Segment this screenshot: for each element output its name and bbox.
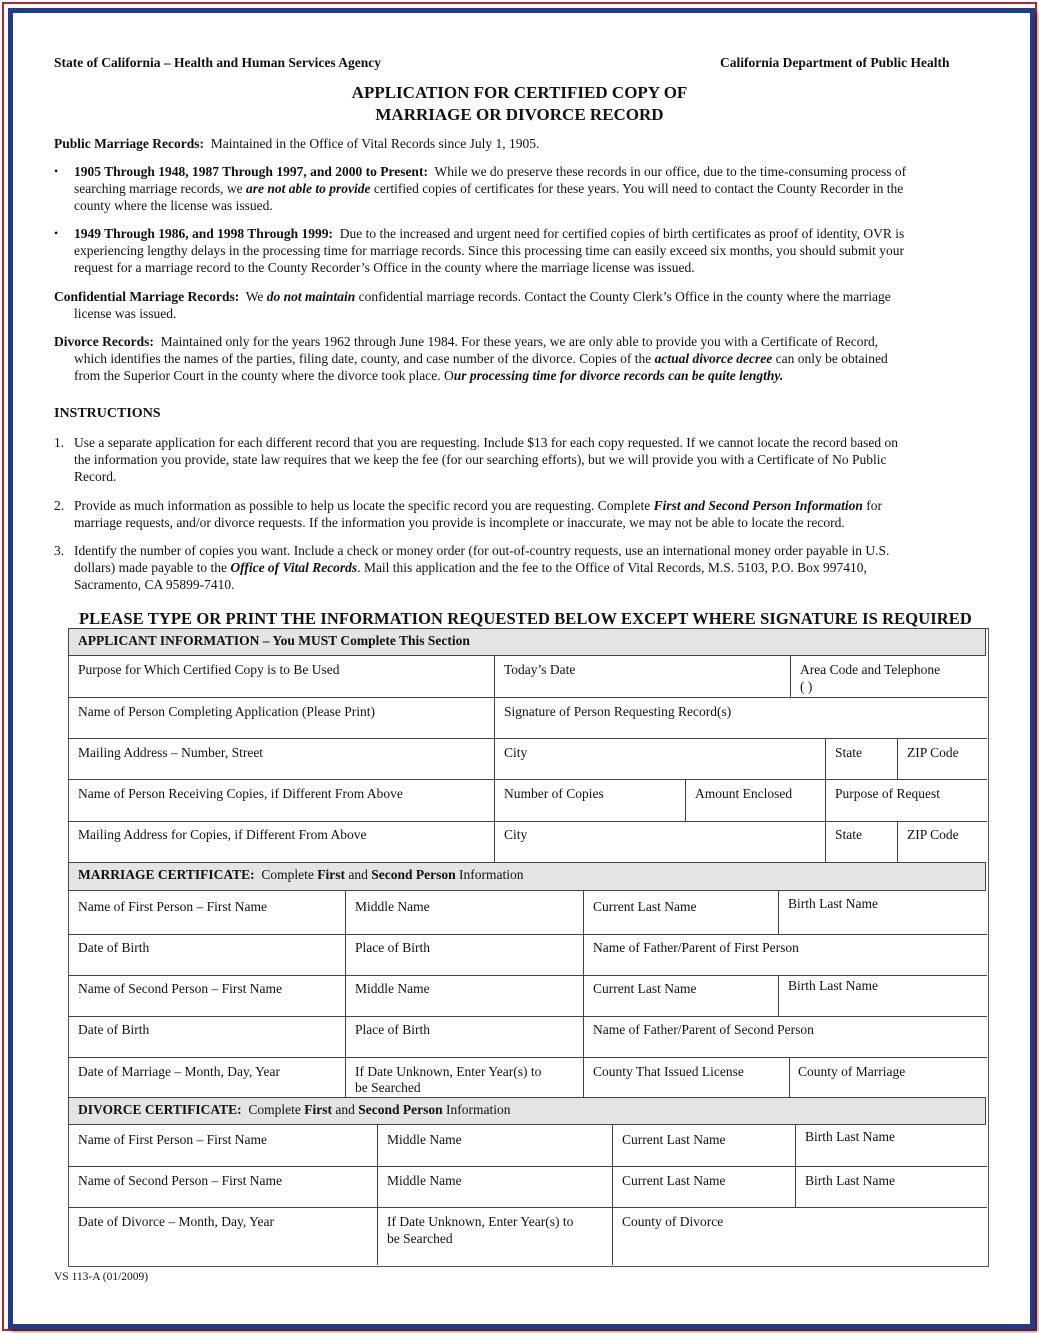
signature-field[interactable]: Signature of Person Requesting Record(s) — [504, 704, 732, 719]
zip-field[interactable]: ZIP Code — [907, 745, 959, 760]
divider — [825, 738, 826, 862]
marriage-section-header — [68, 862, 986, 891]
public-records — [54, 135, 539, 152]
county-of-divorce-field[interactable]: County of Divorce — [622, 1214, 724, 1229]
bullet1-text2a: searching marriage records, we — [74, 181, 243, 196]
divorce-records-line2 — [74, 350, 888, 367]
confidential-label: Confidential Marriage Records: — [54, 289, 240, 304]
divorce-section-header — [68, 1097, 986, 1125]
divorce-heading-title: DIVORCE CERTIFICATE: — [78, 1102, 242, 1117]
city2-field[interactable]: City — [504, 827, 528, 842]
divorce-records-emphasis: actual divorce decree — [654, 351, 773, 366]
divorce-heading — [78, 1102, 511, 1118]
marriage-heading-first: First — [317, 867, 346, 882]
date-of-divorce-field[interactable]: Date of Divorce – Month, Day, Year — [78, 1214, 274, 1229]
divider — [778, 975, 779, 1016]
divider — [494, 656, 495, 862]
number-of-copies-field[interactable]: Number of Copies — [504, 786, 604, 801]
header-department: California Department of Public Health — [720, 55, 950, 70]
instruction-1-line1: Use a separate application for each different record that you are requesting. Include $13 for each copy requested. If we cannot locate the record based on — [74, 435, 899, 450]
marriage-unknown-year-line2: be Searched — [355, 1080, 421, 1095]
divorce-records-text2b: can only be obtained — [775, 351, 888, 366]
divider — [897, 738, 898, 779]
divider — [897, 821, 898, 862]
divorce-records-text1: Maintained only for the years 1962 through June 1984. For these years, we are only able to provide you with a Certificate of Record, — [160, 334, 879, 349]
divider — [612, 1125, 613, 1265]
county-of-marriage-field[interactable]: County of Marriage — [798, 1064, 906, 1079]
instruction-1-line3: Record. — [74, 469, 117, 484]
bullet1-text2b: certified copies of certificates for these years. You will need to contact the County Recorder in the — [373, 181, 904, 196]
divider — [790, 656, 791, 697]
instruction-1-number: 1. — [54, 435, 65, 450]
instruction-1-line2: the information you provide, state law requires that we keep the fee (for our searching efforts), but we will provide you with a Certificate of No Public — [74, 452, 887, 467]
bullet1-line3: county where the license was issued. — [74, 198, 273, 213]
instruction-2-text1b: for — [866, 498, 883, 513]
divorce-current-last2-field[interactable]: Current Last Name — [622, 1173, 726, 1188]
marriage-first-name-field[interactable]: Name of First Person – First Name — [78, 899, 267, 914]
divorce-records-emphasis2: ur processing time for divorce records can be quite lengthy. — [453, 368, 784, 383]
divider — [68, 779, 987, 780]
marriage-current-last2-field[interactable]: Current Last Name — [593, 981, 697, 996]
divider — [377, 1125, 378, 1265]
date-of-marriage-field[interactable]: Date of Marriage – Month, Day, Year — [78, 1064, 280, 1079]
divorce-unknown-year-line2: be Searched — [387, 1231, 453, 1246]
page-title-line1: APPLICATION FOR CERTIFIED COPY OF — [351, 83, 688, 102]
divider — [68, 975, 987, 976]
bullet2-label: 1949 Through 1986, and 1998 Through 1999: — [74, 226, 333, 241]
marriage-current-last-field[interactable]: Current Last Name — [593, 899, 697, 914]
telephone-field[interactable]: Area Code and Telephone — [800, 662, 941, 677]
divider — [68, 738, 987, 739]
divider — [68, 1207, 987, 1208]
mailing-copies-field[interactable]: Mailing Address for Copies, if Different From Above — [78, 827, 367, 842]
bullet2-text1: Due to the increased and urgent need for certified copies of birth certificates as proof of identity, OVR is — [339, 226, 905, 241]
instruction-2-line2: marriage requests, and/or divorce requests. If the information you provide is incomplete or inaccurate, we may not be able to locate the record. — [74, 515, 845, 530]
bullet1-text1: While we do preserve these records in our office, due to the time-consuming process of — [434, 164, 907, 179]
todays-date-field[interactable]: Today’s Date — [504, 662, 576, 677]
divorce-birth-last2-field[interactable]: Birth Last Name — [805, 1173, 895, 1188]
bullet-dot-2: • — [54, 226, 59, 240]
divider — [789, 1057, 790, 1097]
divorce-middle2-field[interactable]: Middle Name — [387, 1173, 462, 1188]
divorce-birth-last-field[interactable]: Birth Last Name — [805, 1129, 895, 1144]
public-records-text: Maintained in the Office of Vital Records since July 1, 1905. — [210, 136, 540, 151]
applicant-section-header — [68, 628, 986, 656]
marriage-heading-info: Information — [459, 867, 524, 882]
divider — [68, 697, 987, 698]
instruction-3-line3: Sacramento, CA 95899-7410. — [74, 577, 235, 592]
divider — [68, 1166, 987, 1167]
divider — [68, 934, 987, 935]
bullet1-emphasis: are not able to provide — [246, 181, 371, 196]
form-number: VS 113-A (01/2009) — [54, 1271, 149, 1283]
city-field[interactable]: City — [504, 745, 528, 760]
instruction-2-text1a: Provide as much information as possible to help us locate the specific record you are requesting. Complete — [74, 498, 651, 513]
area-code-parentheses: ( ) — [800, 679, 813, 694]
bullet1-line2 — [74, 180, 903, 197]
marriage-second-name-field[interactable]: Name of Second Person – First Name — [78, 981, 282, 996]
marriage-father-second-field[interactable]: Name of Father/Parent of Second Person — [593, 1022, 814, 1037]
instruction-3-line2 — [74, 559, 867, 576]
instruction-3-number: 3. — [54, 543, 65, 558]
divorce-heading-info: Information — [446, 1102, 511, 1117]
divorce-second-name-field[interactable]: Name of Second Person – First Name — [78, 1173, 282, 1188]
confidential-text1b: confidential marriage records. Contact the County Clerk’s Office in the county where the marriage — [358, 289, 891, 304]
marriage-middle-name-field[interactable]: Middle Name — [355, 899, 430, 914]
marriage-pob2-field[interactable]: Place of Birth — [355, 1022, 430, 1037]
bullet2-line1 — [74, 225, 904, 242]
applicant-heading: APPLICANT INFORMATION – You MUST Complete This Section — [78, 633, 470, 648]
form-page — [16, 16, 1023, 1316]
instruction-2-number: 2. — [54, 498, 65, 513]
marriage-heading-and: and — [348, 867, 368, 882]
divorce-records-label: Divorce Records: — [54, 334, 154, 349]
divider — [68, 821, 987, 822]
divider — [68, 1016, 987, 1017]
divorce-heading-and: and — [335, 1102, 355, 1117]
bullet2-line3: request for a marriage record to the County Recorder’s Office in the county where the marriage license was issued. — [74, 260, 695, 275]
instructions-heading: INSTRUCTIONS — [54, 406, 161, 421]
header-agency: State of California – Health and Human Services Agency — [54, 55, 381, 70]
purpose-field[interactable]: Purpose for Which Certified Copy is to Be Used — [78, 662, 340, 677]
receiving-person-field[interactable]: Name of Person Receiving Copies, if Different From Above — [78, 786, 403, 801]
divorce-records-line3 — [74, 367, 783, 384]
public-records-label: Public Marriage Records: — [54, 136, 204, 151]
divorce-heading-first: First — [304, 1102, 333, 1117]
divorce-records-text3a: from the Superior Court in the county where the divorce took place. O — [74, 368, 454, 383]
please-type-notice: PLEASE TYPE OR PRINT THE INFORMATION REQUESTED BELOW EXCEPT WHERE SIGNATURE IS REQUIRED — [79, 609, 972, 628]
instruction-2-line1 — [74, 497, 882, 514]
divorce-records-line1 — [54, 333, 878, 350]
divorce-first-name-field[interactable]: Name of First Person – First Name — [78, 1132, 267, 1147]
state2-field[interactable]: State — [835, 827, 862, 842]
instruction-3-emphasis: Office of Vital Records — [230, 560, 358, 575]
marriage-heading-second: Second Person — [371, 867, 456, 882]
marriage-birth-last2-field[interactable]: Birth Last Name — [788, 978, 878, 993]
mailing-address-field[interactable]: Mailing Address – Number, Street — [78, 745, 264, 760]
divorce-unknown-year-field[interactable]: If Date Unknown, Enter Year(s) to — [387, 1214, 574, 1229]
divider — [795, 1125, 796, 1207]
name-completing-field[interactable]: Name of Person Completing Application (Please Print) — [78, 704, 375, 719]
divorce-records-text2a: which identifies the names of the parties, filing date, county, and case number of the divorce. Copies of the — [74, 351, 652, 366]
confidential-line1 — [54, 288, 891, 305]
divider — [778, 891, 779, 934]
state-field[interactable]: State — [835, 745, 862, 760]
marriage-heading — [78, 867, 524, 883]
confidential-text1a: We — [245, 289, 264, 304]
divorce-middle-name-field[interactable]: Middle Name — [387, 1132, 462, 1147]
marriage-pob-field[interactable]: Place of Birth — [355, 940, 430, 955]
instruction-3-text2a: dollars) made payable to the — [74, 560, 227, 575]
divider — [583, 891, 584, 1097]
confidential-emphasis: do not maintain — [266, 289, 356, 304]
instruction-3-line1: Identify the number of copies you want. Include a check or money order (for out-of-country requests, use an international money order payable in U.S. — [74, 543, 890, 558]
county-issued-license-field[interactable]: County That Issued License — [593, 1064, 744, 1079]
marriage-birth-last-field[interactable]: Birth Last Name — [788, 896, 878, 911]
marriage-dob2-field[interactable]: Date of Birth — [78, 1022, 150, 1037]
bullet2-line2: experiencing lengthy delays in the processing time for marriage records. Since this processing time can easily exceed six months, you should submit your — [74, 243, 905, 258]
instruction-3-text2b: . Mail this application and the fee to the Office of Vital Records, M.S. 5103, P.O. Box 997410, — [357, 560, 867, 575]
divorce-heading-complete: Complete — [248, 1102, 301, 1117]
divorce-heading-second: Second Person — [358, 1102, 443, 1117]
divorce-current-last-field[interactable]: Current Last Name — [622, 1132, 726, 1147]
amount-enclosed-field[interactable]: Amount Enclosed — [695, 786, 793, 801]
page-title-line2: MARRIAGE OR DIVORCE RECORD — [375, 105, 664, 124]
confidential-line2: license was issued. — [74, 306, 177, 321]
marriage-dob-field[interactable]: Date of Birth — [78, 940, 150, 955]
instruction-2-emphasis: First and Second Person Information — [653, 498, 863, 513]
zip2-field[interactable]: ZIP Code — [907, 827, 959, 842]
purpose-of-request-field[interactable]: Purpose of Request — [835, 786, 940, 801]
bullet-dot-1: • — [54, 164, 59, 178]
divider — [68, 1057, 987, 1058]
marriage-heading-title: MARRIAGE CERTIFICATE: — [78, 867, 255, 882]
bullet1-line1 — [74, 163, 906, 180]
marriage-heading-complete: Complete — [261, 867, 314, 882]
marriage-middle2-field[interactable]: Middle Name — [355, 981, 430, 996]
marriage-father-first-field[interactable]: Name of Father/Parent of First Person — [593, 940, 799, 955]
marriage-unknown-year-field[interactable]: If Date Unknown, Enter Year(s) to — [355, 1064, 542, 1079]
bullet1-label: 1905 Through 1948, 1987 Through 1997, and 2000 to Present: — [74, 164, 428, 179]
divider — [345, 891, 346, 1097]
divider — [685, 779, 686, 821]
